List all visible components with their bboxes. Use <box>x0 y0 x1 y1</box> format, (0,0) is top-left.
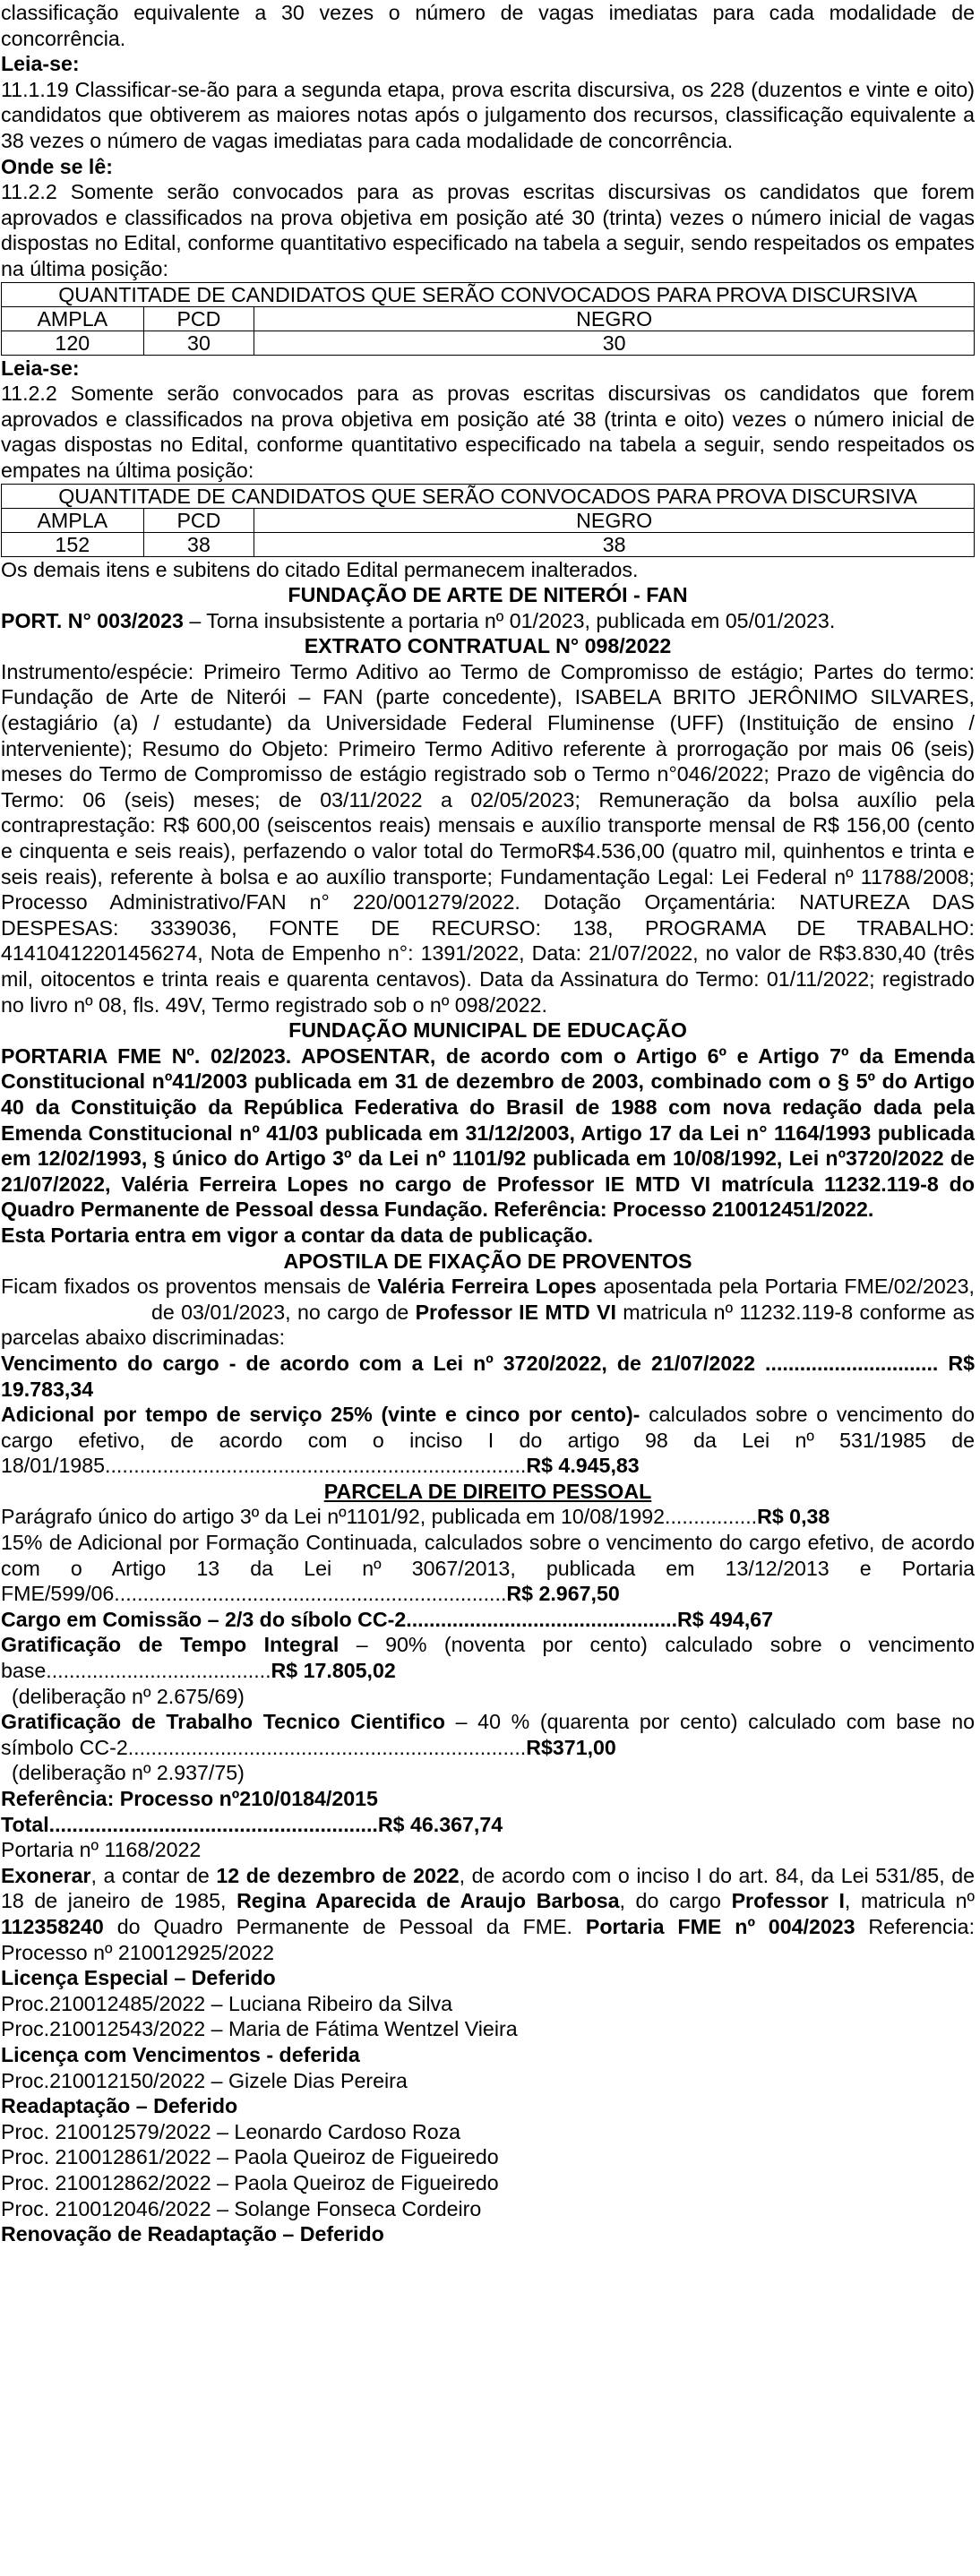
table-cell: 38 <box>143 532 254 556</box>
label: Adicional por tempo de serviço 25% (vinte e cinco por cento)- <box>1 1403 640 1427</box>
list-item: Proc. 210012046/2022 – Solange Fonseca Cordeiro <box>1 2196 482 2220</box>
section-heading: EXTRATO CONTRATUAL N° 098/2022 <box>304 634 672 658</box>
paragraph: Cargo em Comissão – 2/3 do síbolo CC-2...............................................R$ 494,67 <box>1 1607 774 1631</box>
text-span: Referencia: Processo nº 210012925/2022 <box>1 1914 976 1964</box>
text-span: , do cargo <box>619 1889 732 1913</box>
text-span: , a contar de <box>90 1863 217 1887</box>
list-item: Proc.210012543/2022 – Maria de Fátima Wentzel Vieira <box>1 2017 518 2041</box>
table-cell: 30 <box>254 331 975 355</box>
cargo: Professor IE MTD VI <box>415 1300 616 1324</box>
table-header: AMPLA <box>2 508 144 532</box>
list-item: Proc.210012150/2022 – Gizele Dias Pereira <box>1 2068 408 2092</box>
label: Vencimento do cargo <box>1 1351 219 1375</box>
paragraph <box>1 1530 975 1607</box>
text-span: – 40 % (quarenta por cento) calculado com base no símbolo CC-2..................................................................... <box>1 1710 975 1759</box>
value: R$371,00 <box>526 1735 616 1759</box>
text-span: Ficam fixados os proventos mensais de <box>1 1275 378 1299</box>
list-item: Proc. 210012862/2022 – Paola Queiroz de Figueiredo <box>1 2170 499 2194</box>
section-heading: FUNDAÇÃO MUNICIPAL DE EDUCAÇÃO <box>288 1018 687 1043</box>
list-item: Proc. 210012579/2022 – Leonardo Cardoso Roza <box>1 2119 461 2143</box>
paragraph: Referência: Processo nº210/0184/2015 <box>1 1787 378 1810</box>
paragraph <box>1 1274 975 1351</box>
paragraph: 11.1.19 Classificar-se-ão para a segunda etapa, prova escrita discursiva, os 228 (duzentos e vinte e oito) candidatos que obtiverem as maiores notas após o julgamento dos recursos, classificação equivalente a 38 vezes o número de vagas imediatas para cada modalidade de concorrência. <box>1 77 975 152</box>
value: R$ 2.967,50 <box>506 1582 620 1606</box>
table-header: AMPLA <box>2 306 144 331</box>
list-heading: Licença Especial – Deferido <box>1 1966 276 1990</box>
paragraph <box>1 1351 975 1402</box>
paragraph <box>1 1632 975 1683</box>
text-span: Parágrafo único do artigo 3º da Lei nº1101/92, publicada em 10/08/1992................ <box>1 1505 758 1529</box>
list-item: Proc. 210012861/2022 – Paola Queiroz de Figueiredo <box>1 2145 499 2169</box>
table-cell: 38 <box>254 532 975 556</box>
paragraph: 11.2.2 Somente serão convocados para as provas escritas discursivas os candidatos que forem aprovados e classificados na prova objetiva em posição até 30 (trinta) vezes o número inicial de vagas dispostas no Edital, conforme quantitativo especificado na tabela a seguir, sendo respeitados os empates na última posição: <box>1 180 975 280</box>
table-header: PCD <box>143 508 254 532</box>
paragraph: (deliberação nº 2.675/69) <box>12 1684 245 1708</box>
paragraph: (deliberação nº 2.937/75) <box>12 1761 245 1785</box>
portaria: Portaria FME nº 004/2023 <box>585 1914 855 1938</box>
leia-se-label: Leia-se: <box>1 356 80 380</box>
table-cell: 152 <box>2 532 144 556</box>
value: R$ 4.945,83 <box>526 1454 640 1478</box>
name: Valéria Ferreira Lopes <box>377 1275 597 1299</box>
text-span: matricula nº 11232.119-8 conforme as parcelas abaixo discriminadas: <box>1 1300 975 1350</box>
paragraph: 11.2.2 Somente serão convocados para as provas escritas discursivas os candidatos que forem aprovados e classificados na prova objetiva em posição até 38 (trinta e oito) vezes o número inicial de vagas dispostas no Edital, conforme quantitativo especificado na tabela a seguir, sendo respeitados os empates na última posição: <box>1 382 975 482</box>
label: Gratificação de Trabalho Tecnico Cientifico <box>1 1710 445 1734</box>
date: 12 de dezembro de 2022 <box>216 1863 460 1887</box>
text-span: aposentada pela Portaria FME/02/2023, <box>596 1275 975 1299</box>
name: Regina Aparecida de Araujo Barbosa <box>236 1889 620 1913</box>
table-title: QUANTITADE DE CANDIDATOS QUE SERÃO CONVOCADOS PARA PROVA DISCURSIVA <box>2 282 975 306</box>
value: R$ 0,38 <box>757 1505 830 1529</box>
table-header: PCD <box>143 306 254 331</box>
text-span: – 90% (noventa por cento) calculado sobre o vencimento base....................................... <box>1 1633 975 1683</box>
paragraph: classificação equivalente a 30 vezes o número de vagas imediatas para cada modalidade de concorrência. <box>1 1 975 50</box>
quantity-table <box>1 282 975 356</box>
portaria-text: – Torna insubsistente a portaria nº 01/2023, publicada em 05/01/2023. <box>183 608 836 632</box>
table-title: QUANTITADE DE CANDIDATOS QUE SERÃO CONVOCADOS PARA PROVA DISCURSIVA <box>2 484 975 508</box>
quantity-table <box>1 484 975 557</box>
text-span: de 03/01/2023, no cargo de <box>151 1300 416 1324</box>
cargo: Professor I <box>731 1889 845 1913</box>
paragraph: PORTARIA FME Nº. 02/2023. APOSENTAR, de acordo com o Artigo 6º e Artigo 7º da Emenda Constitucional nº41/2003 publicada em 31 de dezembro de 2003, combinado com o § 5º do Artigo 40 da Constituição da República Federativa do Brasil de 1988 com nova redação dada pela Emenda Constitucional nº 41/03 publicada em 31/12/2003, Artigo 17 da Lei n° 1164/1993 publicada em 12/02/1993, § único do Artigo 3º da Lei nº 1101/92 publicada em 10/08/1992, Lei nº3720/2022 de 21/07/2022, Valéria Ferreira Lopes no cargo de Professor IE MTD VI matrícula 11232.119-8 do Quadro Permanente de Pessoal dessa Fundação. Referência: Processo 210012451/2022. <box>1 1043 975 1222</box>
paragraph: Os demais itens e subitens do citado Edital permanecem inalterados. <box>1 557 639 581</box>
table-header: NEGRO <box>254 508 975 532</box>
list-heading: Renovação de Readaptação – Deferido <box>1 2222 384 2246</box>
text-span: - de acordo com a Lei nº 3720/2022, de 21/07/2022 .............................. R$ 19.783,34 <box>1 1351 975 1401</box>
table-header: NEGRO <box>254 306 975 331</box>
text-span: , de acordo com o inciso I do art. 84, da Lei 531/85, de 18 de janeiro de 1985, <box>1 1863 975 1913</box>
total-line: Total.........................................................R$ 46.367,74 <box>1 1812 503 1836</box>
paragraph <box>1 1504 975 1530</box>
portaria-paragraph <box>1 608 975 634</box>
table-cell: 30 <box>143 331 254 355</box>
list-item: Proc.210012485/2022 – Luciana Ribeiro da Silva <box>1 1991 453 2015</box>
text-span: , matricula nº <box>844 1889 975 1913</box>
leia-se-label: Leia-se: <box>1 52 80 76</box>
paragraph <box>1 1709 975 1760</box>
paragraph: Esta Portaria entra em vigor a contar da data de publicação. <box>1 1223 594 1247</box>
portaria-label: PORT. N° 003/2023 <box>1 608 184 632</box>
label: Gratificação de Tempo Integral <box>1 1633 340 1657</box>
paragraph: Instrumento/espécie: Primeiro Termo Aditivo ao Termo de Compromisso de estágio; Partes do termo: Fundação de Arte de Niterói – FAN (parte concedente), ISABELA BRITO JERÔNIMO SILVARES,(estagiário (a) / estudante) da Universidade Federal Fluminense (UFF) (Instituição de ensino / interveniente); Resumo do Objeto: Primeiro Termo Aditivo referente à prorrogação por mais 06 (seis) meses do Termo de Compromisso de estágio registrado sob o Termo n°046/2022; Prazo de vigência do Termo: 06 (seis) meses; de 03/11/2022 a 02/05/2023; Remuneração da bolsa auxílio pela contraprestação: R$ 600,00 (seiscentos reais) mensais e auxílio transporte mensal de R$ 156,00 (cento e cinquenta e seis reais), perfazendo o valor total do TermoR$4.536,00 (quatro mil, quinhentos e trinta e seis reais), referente à bolsa e ao auxílio transporte; Fundamentação Legal: Lei Federal nº 11788/2008; Processo Administrativo/FAN n° 220/001279/2022. Dotação Orçamentária: NATUREZA DAS DESPESAS: 3339036, FONTE DE RECURSO: 138, PROGRAMA DE TRABALHO: 41410412201456274, Nota de Empenho n°: 1391/2022, Data: 21/07/2022, no valor de R$3.830,40 (três mil, oitocentos e trinta reais e quarenta centavos). Data da Assinatura do Termo: 01/11/2022; registrado no livro nº 08, fls. 49V, Termo registrado sob o nº 098/2022. <box>1 659 975 1017</box>
text-span: 15% de Adicional por Formação Continuada, calculados sobre o vencimento do cargo efetivo, de acordo com o Artigo 13 da Lei nº 3067/2013, publicada em 13/12/2013 e Portaria FME/599/06.................................................................... <box>1 1531 975 1606</box>
text-span: do Quadro Permanente de Pessoal da FME. <box>103 1914 586 1938</box>
label: Exonerar <box>1 1863 91 1887</box>
list-heading: Licença com Vencimentos - deferida <box>1 2042 360 2066</box>
paragraph <box>1 1863 975 1965</box>
paragraph <box>1 1402 975 1479</box>
table-cell: 120 <box>2 331 144 355</box>
section-heading: FUNDAÇÃO DE ARTE DE NITERÓI - FAN <box>288 583 688 607</box>
matricula: 112358240 <box>1 1914 104 1938</box>
onde-se-le-label: Onde se lê: <box>1 154 113 178</box>
section-heading: PARCELA DE DIREITO PESSOAL <box>323 1479 652 1503</box>
section-heading: APOSTILA DE FIXAÇÃO DE PROVENTOS <box>283 1249 692 1273</box>
text-span: calculados sobre o vencimento do cargo efetivo, de acordo com o inciso I do artigo 98 da Lei nº 531/1985 de 18/01/1985......................................................................... <box>1 1403 975 1478</box>
list-heading: Readaptação – Deferido <box>1 2094 238 2118</box>
paragraph: Portaria nº 1168/2022 <box>1 1838 202 1862</box>
value: R$ 17.805,02 <box>271 1659 396 1683</box>
